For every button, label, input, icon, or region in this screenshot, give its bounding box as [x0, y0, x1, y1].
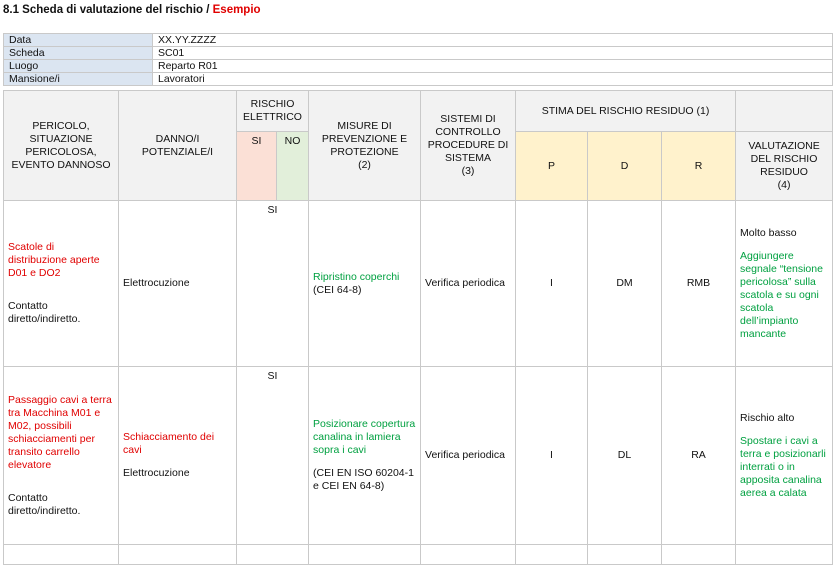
- cell-danno: [119, 201, 237, 367]
- pericolo-text: Scatole di distribuzione aperte D01 e DO2: [8, 241, 100, 279]
- cell-r: RA: [662, 367, 736, 545]
- section-title-accent: Esempio: [212, 4, 261, 16]
- header-no: NO: [277, 132, 309, 201]
- header-row-1: [4, 91, 833, 132]
- header-p: P: [516, 132, 588, 201]
- header-si: SI: [237, 132, 277, 201]
- cell-rischio: [237, 201, 309, 367]
- header-misure-label: MISURE DI PREVENZIONE E PROTEZIONE: [321, 119, 408, 158]
- cell-valutazione: [736, 201, 833, 367]
- cell-sistema: Verifica periodica: [421, 201, 516, 367]
- header-stima: STIMA DEL RISCHIO RESIDUO (1): [516, 91, 736, 132]
- info-key: Mansione/i: [4, 73, 153, 86]
- rischio-si: SI: [267, 370, 278, 382]
- info-value[interactable]: Lavoratori: [153, 73, 833, 86]
- info-row-data: [4, 34, 833, 47]
- cell-danno: [119, 367, 237, 545]
- header-valutazione-ref: (4): [777, 179, 791, 191]
- info-value[interactable]: SC01: [153, 47, 833, 60]
- header-valutazione-top: [736, 91, 833, 132]
- cell-pericolo: [4, 201, 119, 367]
- misura-text: Ripristino coperchi: [313, 270, 400, 283]
- info-row-scheda: [4, 47, 833, 60]
- cell-p: I: [516, 367, 588, 545]
- cell-misura: [309, 367, 421, 545]
- valutazione-text: Rischio alto: [740, 411, 795, 424]
- section-title: [3, 4, 261, 16]
- danno-red-text: Schiacciamento dei cavi: [123, 431, 215, 456]
- cell-misura: [309, 201, 421, 367]
- info-row-luogo: [4, 60, 833, 73]
- header-danno: DANNO/I POTENZIALE/I: [119, 91, 237, 201]
- header-sistemi: [421, 91, 516, 201]
- header-valutazione-label: VALUTAZIONE DEL RISCHIO RESIDUO: [748, 140, 820, 178]
- misura-text: Posizionare copertura canalina in lamiera sopra i cavi: [313, 418, 416, 456]
- rischio-si: SI: [267, 204, 278, 216]
- cell-p: I: [516, 201, 588, 367]
- cell-pericolo: [4, 367, 119, 545]
- info-table: [3, 33, 833, 86]
- header-r: R: [662, 132, 736, 201]
- azione-text: Aggiungere segnale “tensione pericolosa” sulla scatola e su ogni scatola dell’impianto mancante: [740, 249, 823, 340]
- cell-r: RMB: [662, 201, 736, 367]
- header-misure-ref: (2): [358, 158, 371, 171]
- danno-text: Elettrocuzione: [123, 467, 190, 479]
- info-key: Data: [4, 34, 153, 47]
- danno-text: Elettrocuzione: [123, 277, 190, 289]
- section-title-text: 8.1 Scheda di valutazione del rischio /: [3, 4, 213, 16]
- cell-sistema: Verifica periodica: [421, 367, 516, 545]
- header-sistemi-label: SISTEMI DI CONTROLLO PROCEDURE DI SISTEMA: [427, 113, 509, 164]
- info-value[interactable]: Reparto R01: [153, 60, 833, 73]
- pericolo-text: Passaggio cavi a terra tra Macchina M01 e M02, possibili schiacciamenti per transito carrello elevatore: [8, 393, 112, 471]
- valutazione-text: Molto basso: [740, 226, 797, 239]
- header-d: D: [588, 132, 662, 201]
- table-row: [4, 201, 833, 367]
- info-key: Luogo: [4, 60, 153, 73]
- header-pericolo: PERICOLO, SITUAZIONE PERICOLOSA, EVENTO DANNOSO: [4, 91, 119, 201]
- info-value[interactable]: XX.YY.ZZZZ: [153, 34, 833, 47]
- misura-ref: (CEI 64-8): [313, 283, 362, 296]
- cell-d: DM: [588, 201, 662, 367]
- table-row: [4, 367, 833, 545]
- cell-rischio: [237, 367, 309, 545]
- contatto-text: Contatto diretto/indiretto.: [8, 491, 81, 517]
- misura-ref: (CEI EN ISO 60204-1 e CEI EN 64-8): [313, 467, 414, 492]
- risk-table: [3, 90, 833, 565]
- azione-text: Spostare i cavi a terra e posizionarli interrati o in apposita canalina aerea a calata: [740, 434, 826, 499]
- info-row-mansione: [4, 73, 833, 86]
- cell-valutazione: [736, 367, 833, 545]
- info-key: Scheda: [4, 47, 153, 60]
- header-valutazione: [736, 132, 833, 201]
- cell-d: DL: [588, 367, 662, 545]
- contatto-text: Contatto diretto/indiretto.: [8, 300, 81, 325]
- header-rischio-elettrico: RISCHIO ELETTRICO: [237, 91, 309, 132]
- header-sistemi-ref: (3): [461, 165, 475, 177]
- header-misure: [309, 91, 421, 201]
